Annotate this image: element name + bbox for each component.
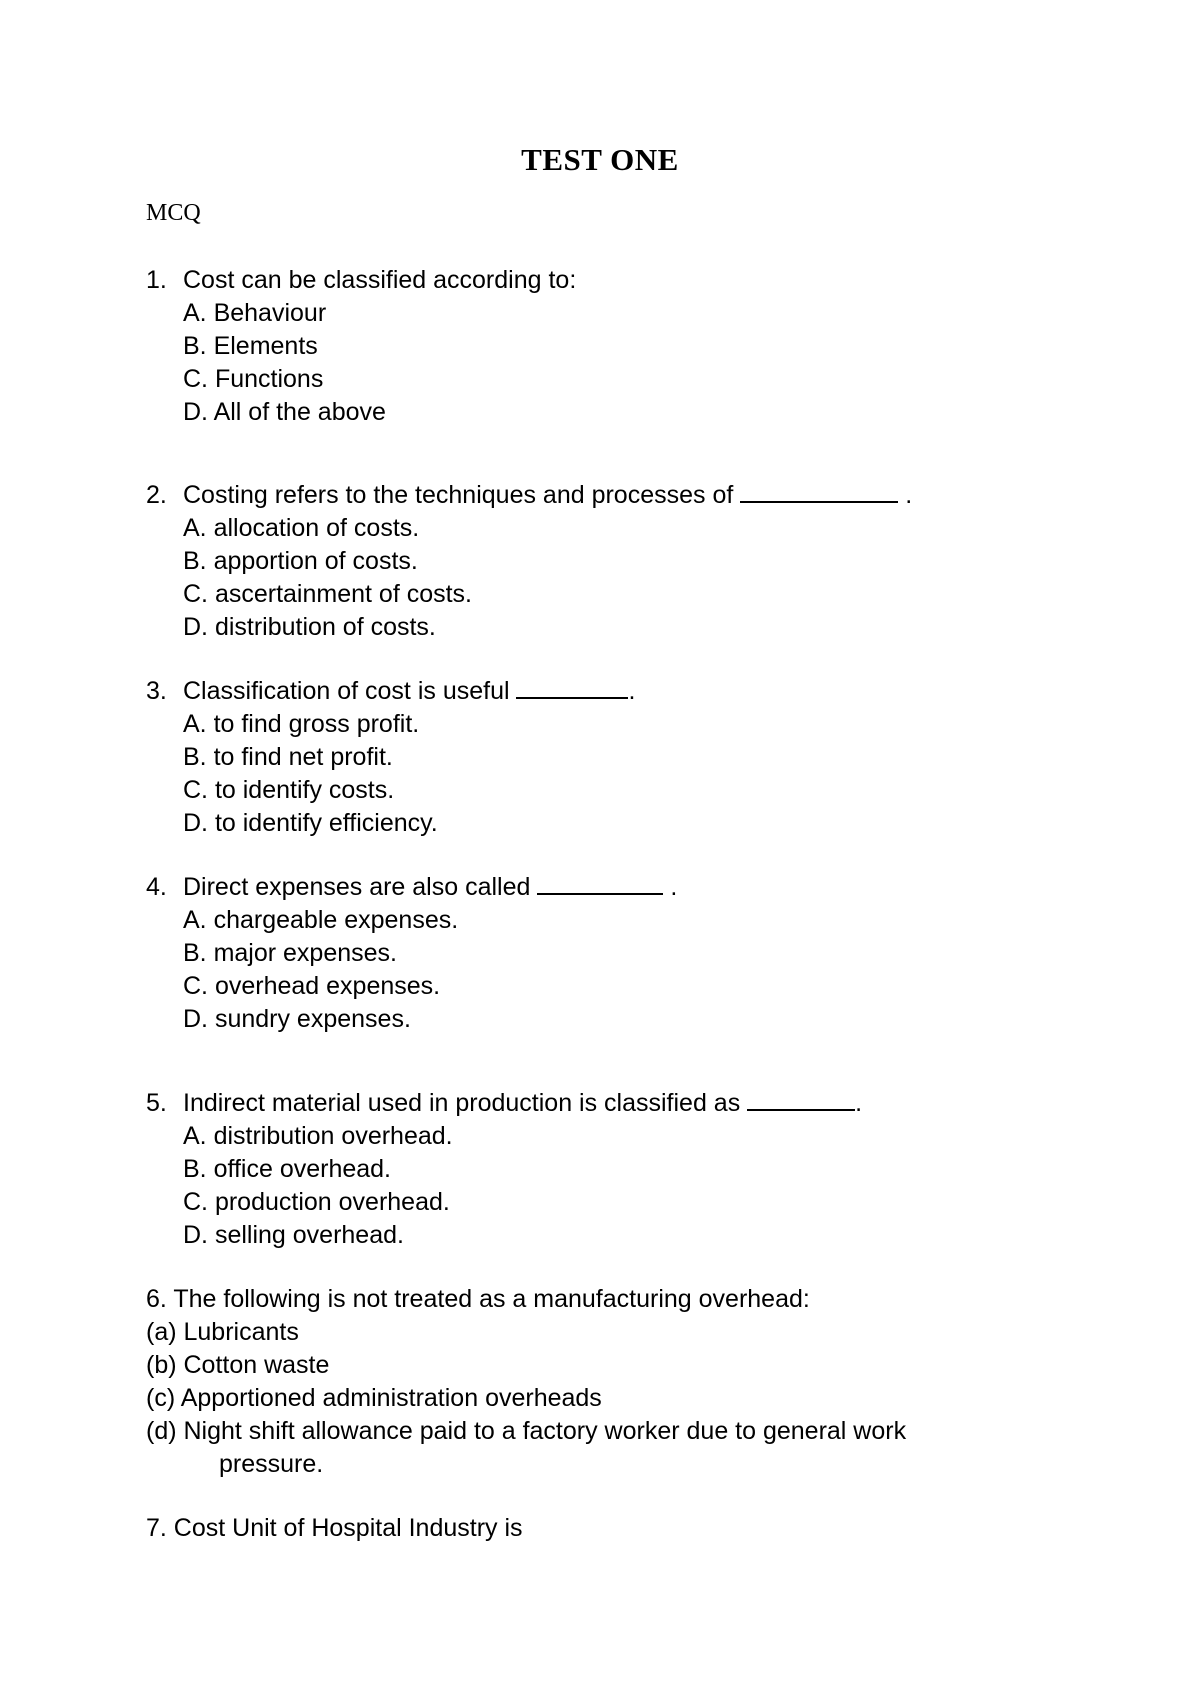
answer-blank	[537, 871, 663, 895]
question-number: 5.	[146, 1089, 167, 1117]
option-d: D. to identify efficiency.	[183, 809, 438, 837]
option-c: C. to identify costs.	[183, 776, 395, 804]
option-d: D. distribution of costs.	[183, 613, 436, 641]
option-b: B. apportion of costs.	[183, 547, 418, 575]
option-a: A. chargeable expenses.	[183, 906, 459, 934]
option-a: A. to find gross profit.	[183, 710, 420, 738]
option-b: B. to find net profit.	[183, 743, 393, 771]
question-tail: .	[670, 873, 678, 901]
option-c: (c) Apportioned administration overheads	[146, 1384, 602, 1412]
question-text-line	[183, 1087, 862, 1119]
question-number: 4.	[146, 873, 167, 901]
option-d: D. All of the above	[183, 398, 386, 426]
question-text-line	[183, 871, 677, 903]
option-c: C. production overhead.	[183, 1188, 450, 1216]
question-text-line	[183, 675, 635, 707]
option-d: D. selling overhead.	[183, 1221, 404, 1249]
question-tail: .	[855, 1089, 863, 1117]
option-a: A. allocation of costs.	[183, 514, 420, 542]
question-number: 1.	[146, 266, 167, 294]
option-d: (d) Night shift allowance paid to a factory worker due to general work	[146, 1417, 907, 1445]
option-a: A. Behaviour	[183, 299, 327, 327]
option-c: C. Functions	[183, 365, 324, 393]
question-text: Indirect material used in production is classified as	[183, 1089, 741, 1117]
option-d-continued: pressure.	[219, 1450, 324, 1478]
section-label: MCQ	[146, 200, 201, 226]
question-text-line	[183, 479, 912, 511]
option-b: B. Elements	[183, 332, 318, 360]
option-b: B. major expenses.	[183, 939, 397, 967]
question-number: 2.	[146, 481, 167, 509]
option-c: C. overhead expenses.	[183, 972, 441, 1000]
question-tail: .	[905, 481, 913, 509]
question-text: Classification of cost is useful	[183, 677, 510, 705]
option-a: A. distribution overhead.	[183, 1122, 453, 1150]
question-text: 7. Cost Unit of Hospital Industry is	[146, 1514, 523, 1542]
option-c: C. ascertainment of costs.	[183, 580, 473, 608]
question-text: Cost can be classified according to:	[183, 266, 577, 294]
question-text: 6. The following is not treated as a manufacturing overhead:	[146, 1285, 810, 1313]
question-text: Costing refers to the techniques and processes of	[183, 481, 734, 509]
question-text: Direct expenses are also called	[183, 873, 531, 901]
answer-blank	[747, 1087, 855, 1111]
answer-blank	[740, 479, 898, 503]
answer-blank	[516, 675, 628, 699]
option-b: B. office overhead.	[183, 1155, 392, 1183]
option-a: (a) Lubricants	[146, 1318, 299, 1346]
question-tail: .	[628, 677, 636, 705]
page-title: TEST ONE	[521, 142, 679, 177]
option-d: D. sundry expenses.	[183, 1005, 411, 1033]
option-b: (b) Cotton waste	[146, 1351, 330, 1379]
question-number: 3.	[146, 677, 167, 705]
